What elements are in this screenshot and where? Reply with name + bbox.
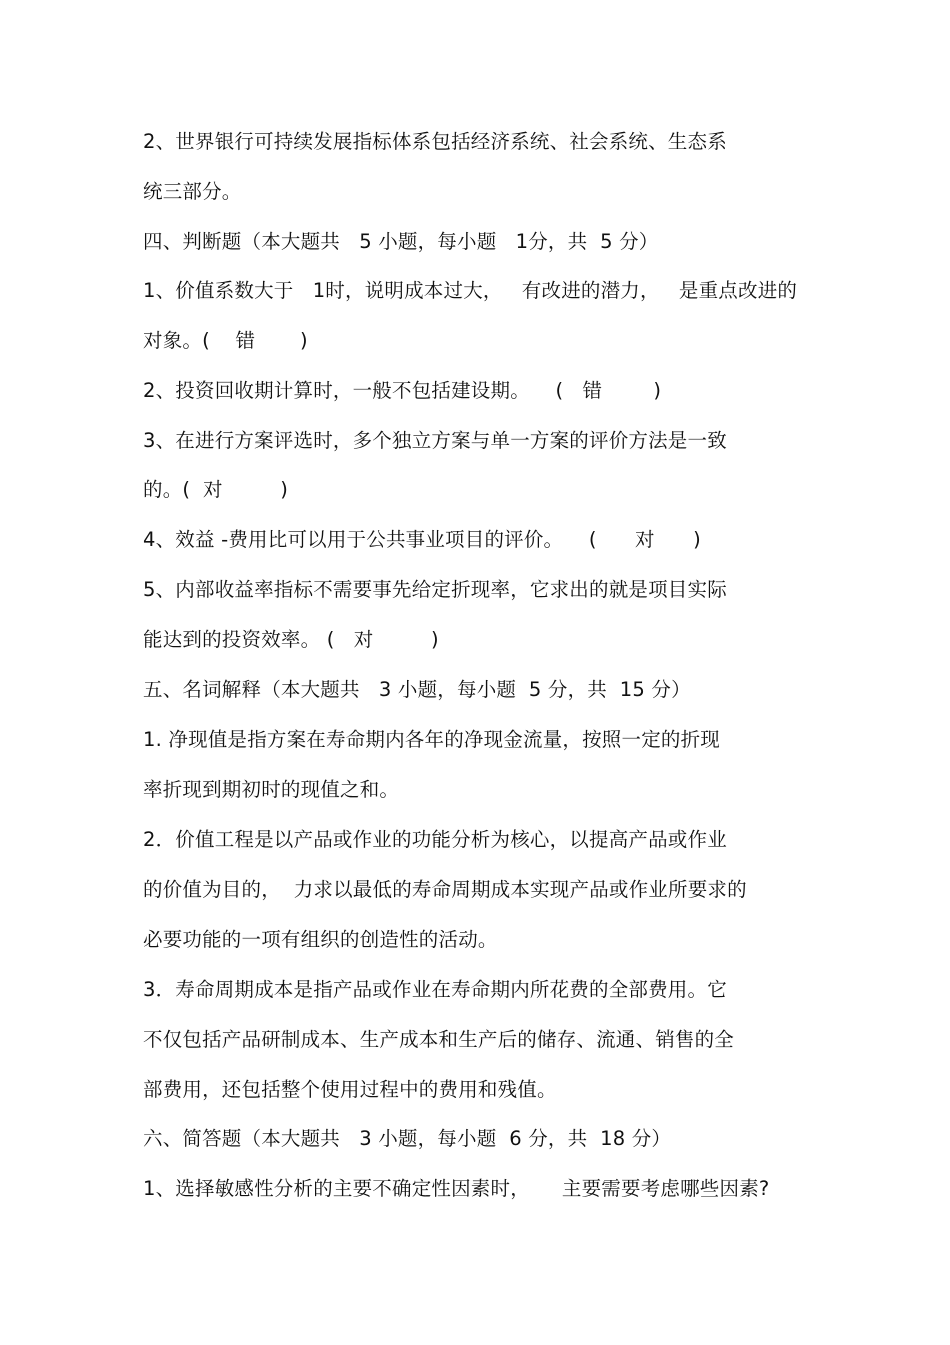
text-line: 必要功能的一项有组织的创造性的活动。	[143, 928, 498, 951]
text-line: 对象。( 错 )	[143, 329, 308, 352]
text-line: 4、效益 -费用比可以用于公共事业项目的评价。 ( 对 )	[143, 528, 701, 551]
text-line: 5、内部收益率指标不需要事先给定折现率，它求出的就是项目实际	[143, 578, 727, 601]
text-line: 3、在进行方案评选时，多个独立方案与单一方案的评价方法是一致	[143, 429, 727, 452]
text-line: 统三部分。	[143, 180, 242, 203]
section-heading: 六、简答题（本大题共 3 小题，每小题 6 分，共 18 分）	[143, 1127, 672, 1150]
text-line: 3．寿命周期成本是指产品或作业在寿命期内所花费的全部费用。它	[143, 978, 727, 1001]
text-line: 1. 净现值是指方案在寿命期内各年的净现金流量，按照一定的折现	[143, 728, 721, 751]
text-line: 的。( 对 )	[143, 478, 289, 501]
text-line: 的价值为目的， 力求以最低的寿命周期成本实现产品或作业所要求的	[143, 878, 747, 901]
text-line: 能达到的投资效率。 ( 对 )	[143, 628, 439, 651]
text-line: 不仅包括产品研制成本、生产成本和生产后的储存、流通、销售的全	[143, 1028, 735, 1051]
section-heading: 四、判断题（本大题共 5 小题，每小题 1分，共 5 分）	[143, 230, 659, 253]
section-heading: 五、名词解释（本大题共 3 小题，每小题 5 分，共 15 分）	[143, 678, 691, 701]
text-line: 率折现到期初时的现值之和。	[143, 778, 400, 801]
text-line: 2、投资回收期计算时，一般不包括建设期。 ( 错 )	[143, 379, 662, 402]
text-line: 1、价值系数大于 1时，说明成本过大， 有改进的潜力， 是重点改进的	[143, 279, 798, 302]
text-line: 1、选择敏感性分析的主要不确定性因素时， 主要需要考虑哪些因素?	[143, 1177, 770, 1200]
text-line: 部费用，还包括整个使用过程中的费用和残值。	[143, 1078, 557, 1101]
text-line: 2、世界银行可持续发展指标体系包括经济系统、社会系统、生态系	[143, 130, 727, 153]
text-line: 2．价值工程是以产品或作业的功能分析为核心，以提高产品或作业	[143, 828, 727, 851]
